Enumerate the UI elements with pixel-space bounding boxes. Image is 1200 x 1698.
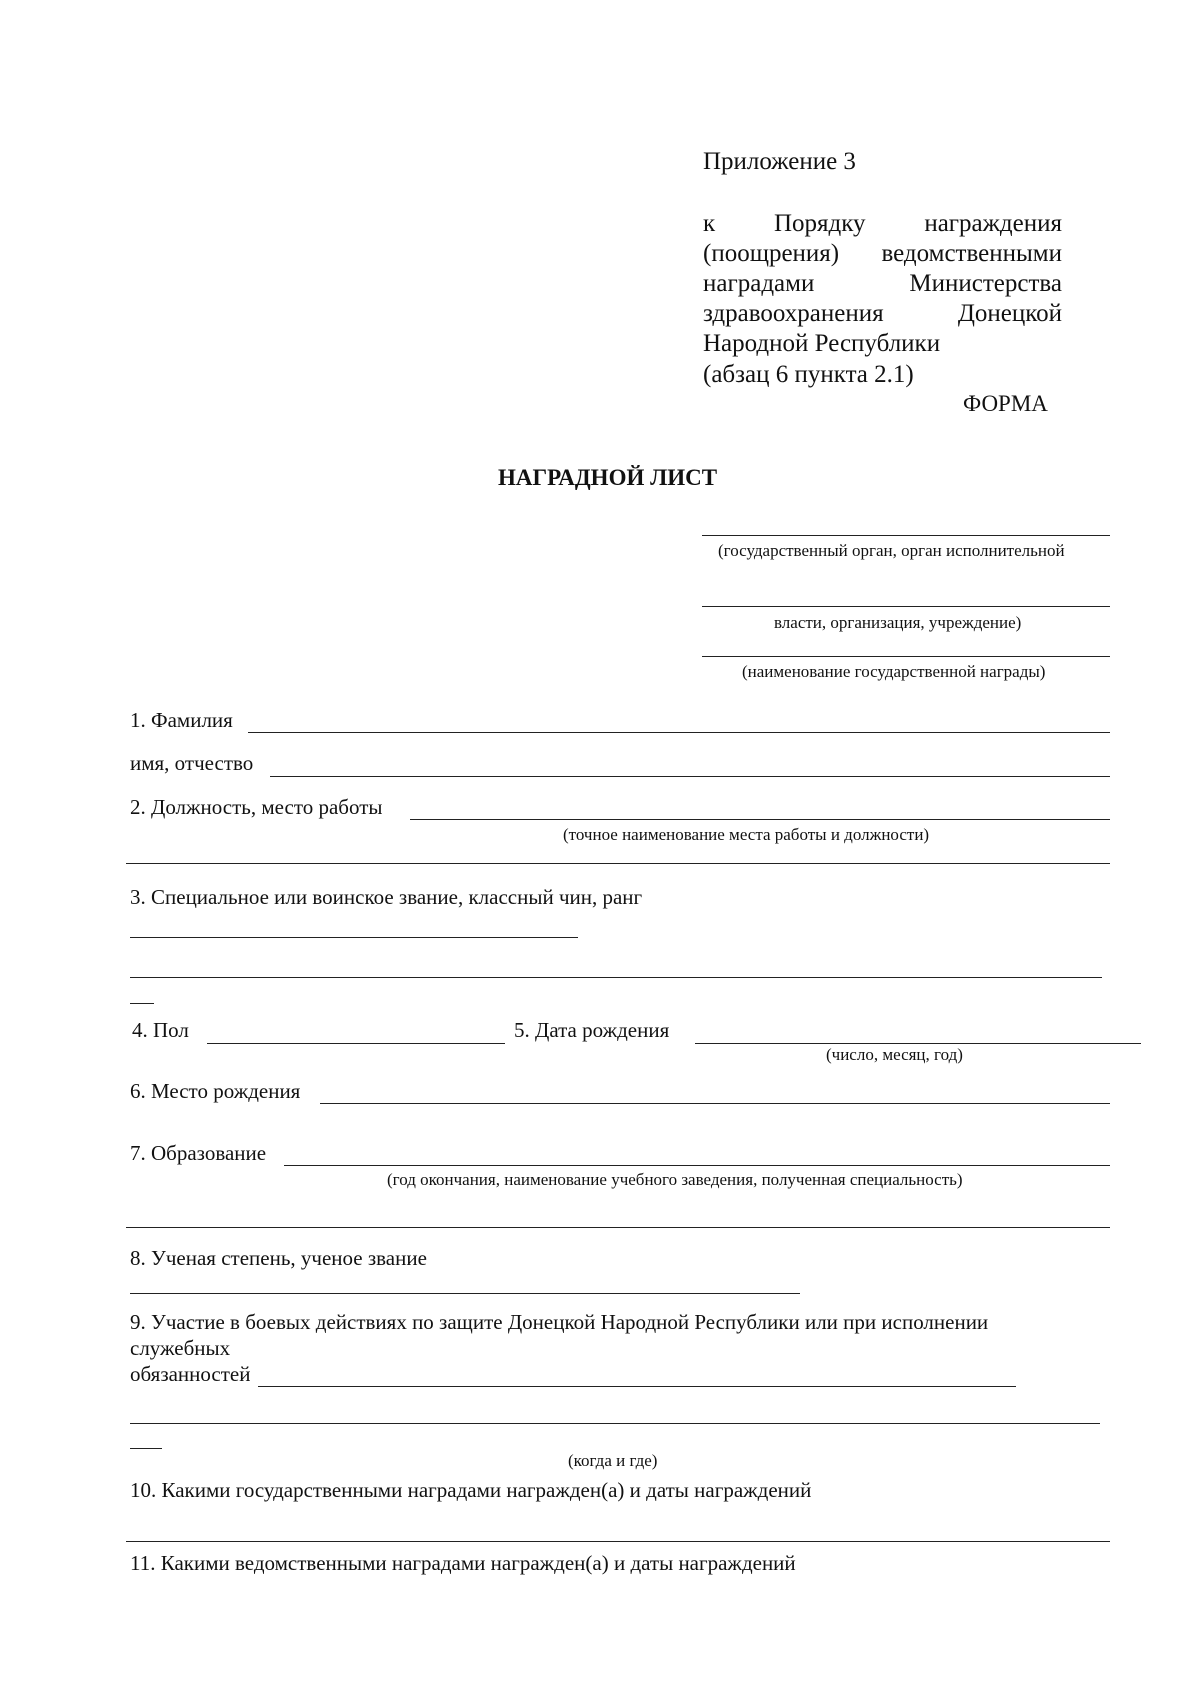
basis-row-1: к Порядку награждения bbox=[703, 210, 1062, 237]
name-patronymic-label: имя, отчество bbox=[130, 751, 254, 775]
basis-row-4: здравоохранения Донецкой bbox=[703, 300, 1062, 327]
rank-label: 3. Специальное или воинское звание, классный чин, ранг bbox=[130, 885, 643, 909]
org-line-1[interactable] bbox=[702, 535, 1110, 536]
basis-row-5: Народной Республики bbox=[703, 330, 941, 357]
degree-line[interactable] bbox=[130, 1293, 800, 1294]
combat-line-2[interactable] bbox=[130, 1423, 1100, 1424]
document-title: НАГРАДНОЙ ЛИСТ bbox=[498, 465, 718, 490]
birth-place-line[interactable] bbox=[320, 1103, 1110, 1104]
birth-date-label: 5. Дата рождения bbox=[514, 1018, 670, 1042]
when-where-hint: (когда и где) bbox=[568, 1451, 658, 1470]
birth-date-line[interactable] bbox=[695, 1043, 1141, 1044]
basis-row-3: наградами Министерства bbox=[703, 270, 1062, 297]
combat-line-tail bbox=[130, 1448, 162, 1449]
birth-date-hint: (число, месяц, год) bbox=[826, 1045, 963, 1064]
rank-line-tail bbox=[130, 1003, 154, 1004]
education-label: 7. Образование bbox=[130, 1141, 267, 1165]
education-line[interactable] bbox=[284, 1165, 1110, 1166]
org-hint-1: (государственный орган, орган исполнительной bbox=[718, 541, 1065, 560]
education-hint: (год окончания, наименование учебного заведения, полученная специальность) bbox=[387, 1170, 963, 1189]
award-hint: (наименование государственной награды) bbox=[742, 662, 1046, 681]
org-line-2[interactable] bbox=[702, 606, 1110, 607]
position-label: 2. Должность, место работы bbox=[130, 795, 383, 819]
position-line-2[interactable] bbox=[126, 863, 1110, 864]
combat-label-2: служебных bbox=[130, 1336, 231, 1360]
position-line[interactable] bbox=[410, 819, 1110, 820]
rank-line-2[interactable] bbox=[130, 977, 1102, 978]
combat-label-3: обязанностей bbox=[130, 1362, 251, 1386]
sex-line[interactable] bbox=[207, 1043, 505, 1044]
surname-line[interactable] bbox=[248, 732, 1110, 733]
combat-line-1[interactable] bbox=[258, 1386, 1016, 1387]
appendix-label: Приложение 3 bbox=[703, 148, 856, 175]
sex-label: 4. Пол bbox=[132, 1018, 189, 1042]
degree-label: 8. Ученая степень, ученое звание bbox=[130, 1246, 427, 1270]
birth-place-label: 6. Место рождения bbox=[130, 1079, 301, 1103]
award-line[interactable] bbox=[702, 656, 1110, 657]
workplace-hint: (точное наименование места работы и должности) bbox=[563, 825, 930, 844]
basis-row-2: (поощрения) ведомственными bbox=[703, 240, 1062, 267]
surname-label: 1. Фамилия bbox=[130, 708, 233, 732]
name-patronymic-line[interactable] bbox=[270, 776, 1110, 777]
form-label: ФОРМА bbox=[963, 391, 1048, 416]
combat-label-1: 9. Участие в боевых действиях по защите Донецкой Народной Республики или при исполнении bbox=[130, 1310, 989, 1334]
state-awards-line[interactable] bbox=[126, 1541, 1110, 1542]
basis-row-6: (абзац 6 пункта 2.1) bbox=[703, 361, 914, 388]
org-hint-2: власти, организация, учреждение) bbox=[774, 613, 1022, 632]
rank-line-1[interactable] bbox=[130, 937, 578, 938]
education-line-2[interactable] bbox=[126, 1227, 1110, 1228]
state-awards-label: 10. Какими государственными наградами награжден(а) и даты награждений bbox=[130, 1478, 812, 1502]
dept-awards-label: 11. Какими ведомственными наградами награжден(а) и даты награждений bbox=[130, 1551, 796, 1575]
